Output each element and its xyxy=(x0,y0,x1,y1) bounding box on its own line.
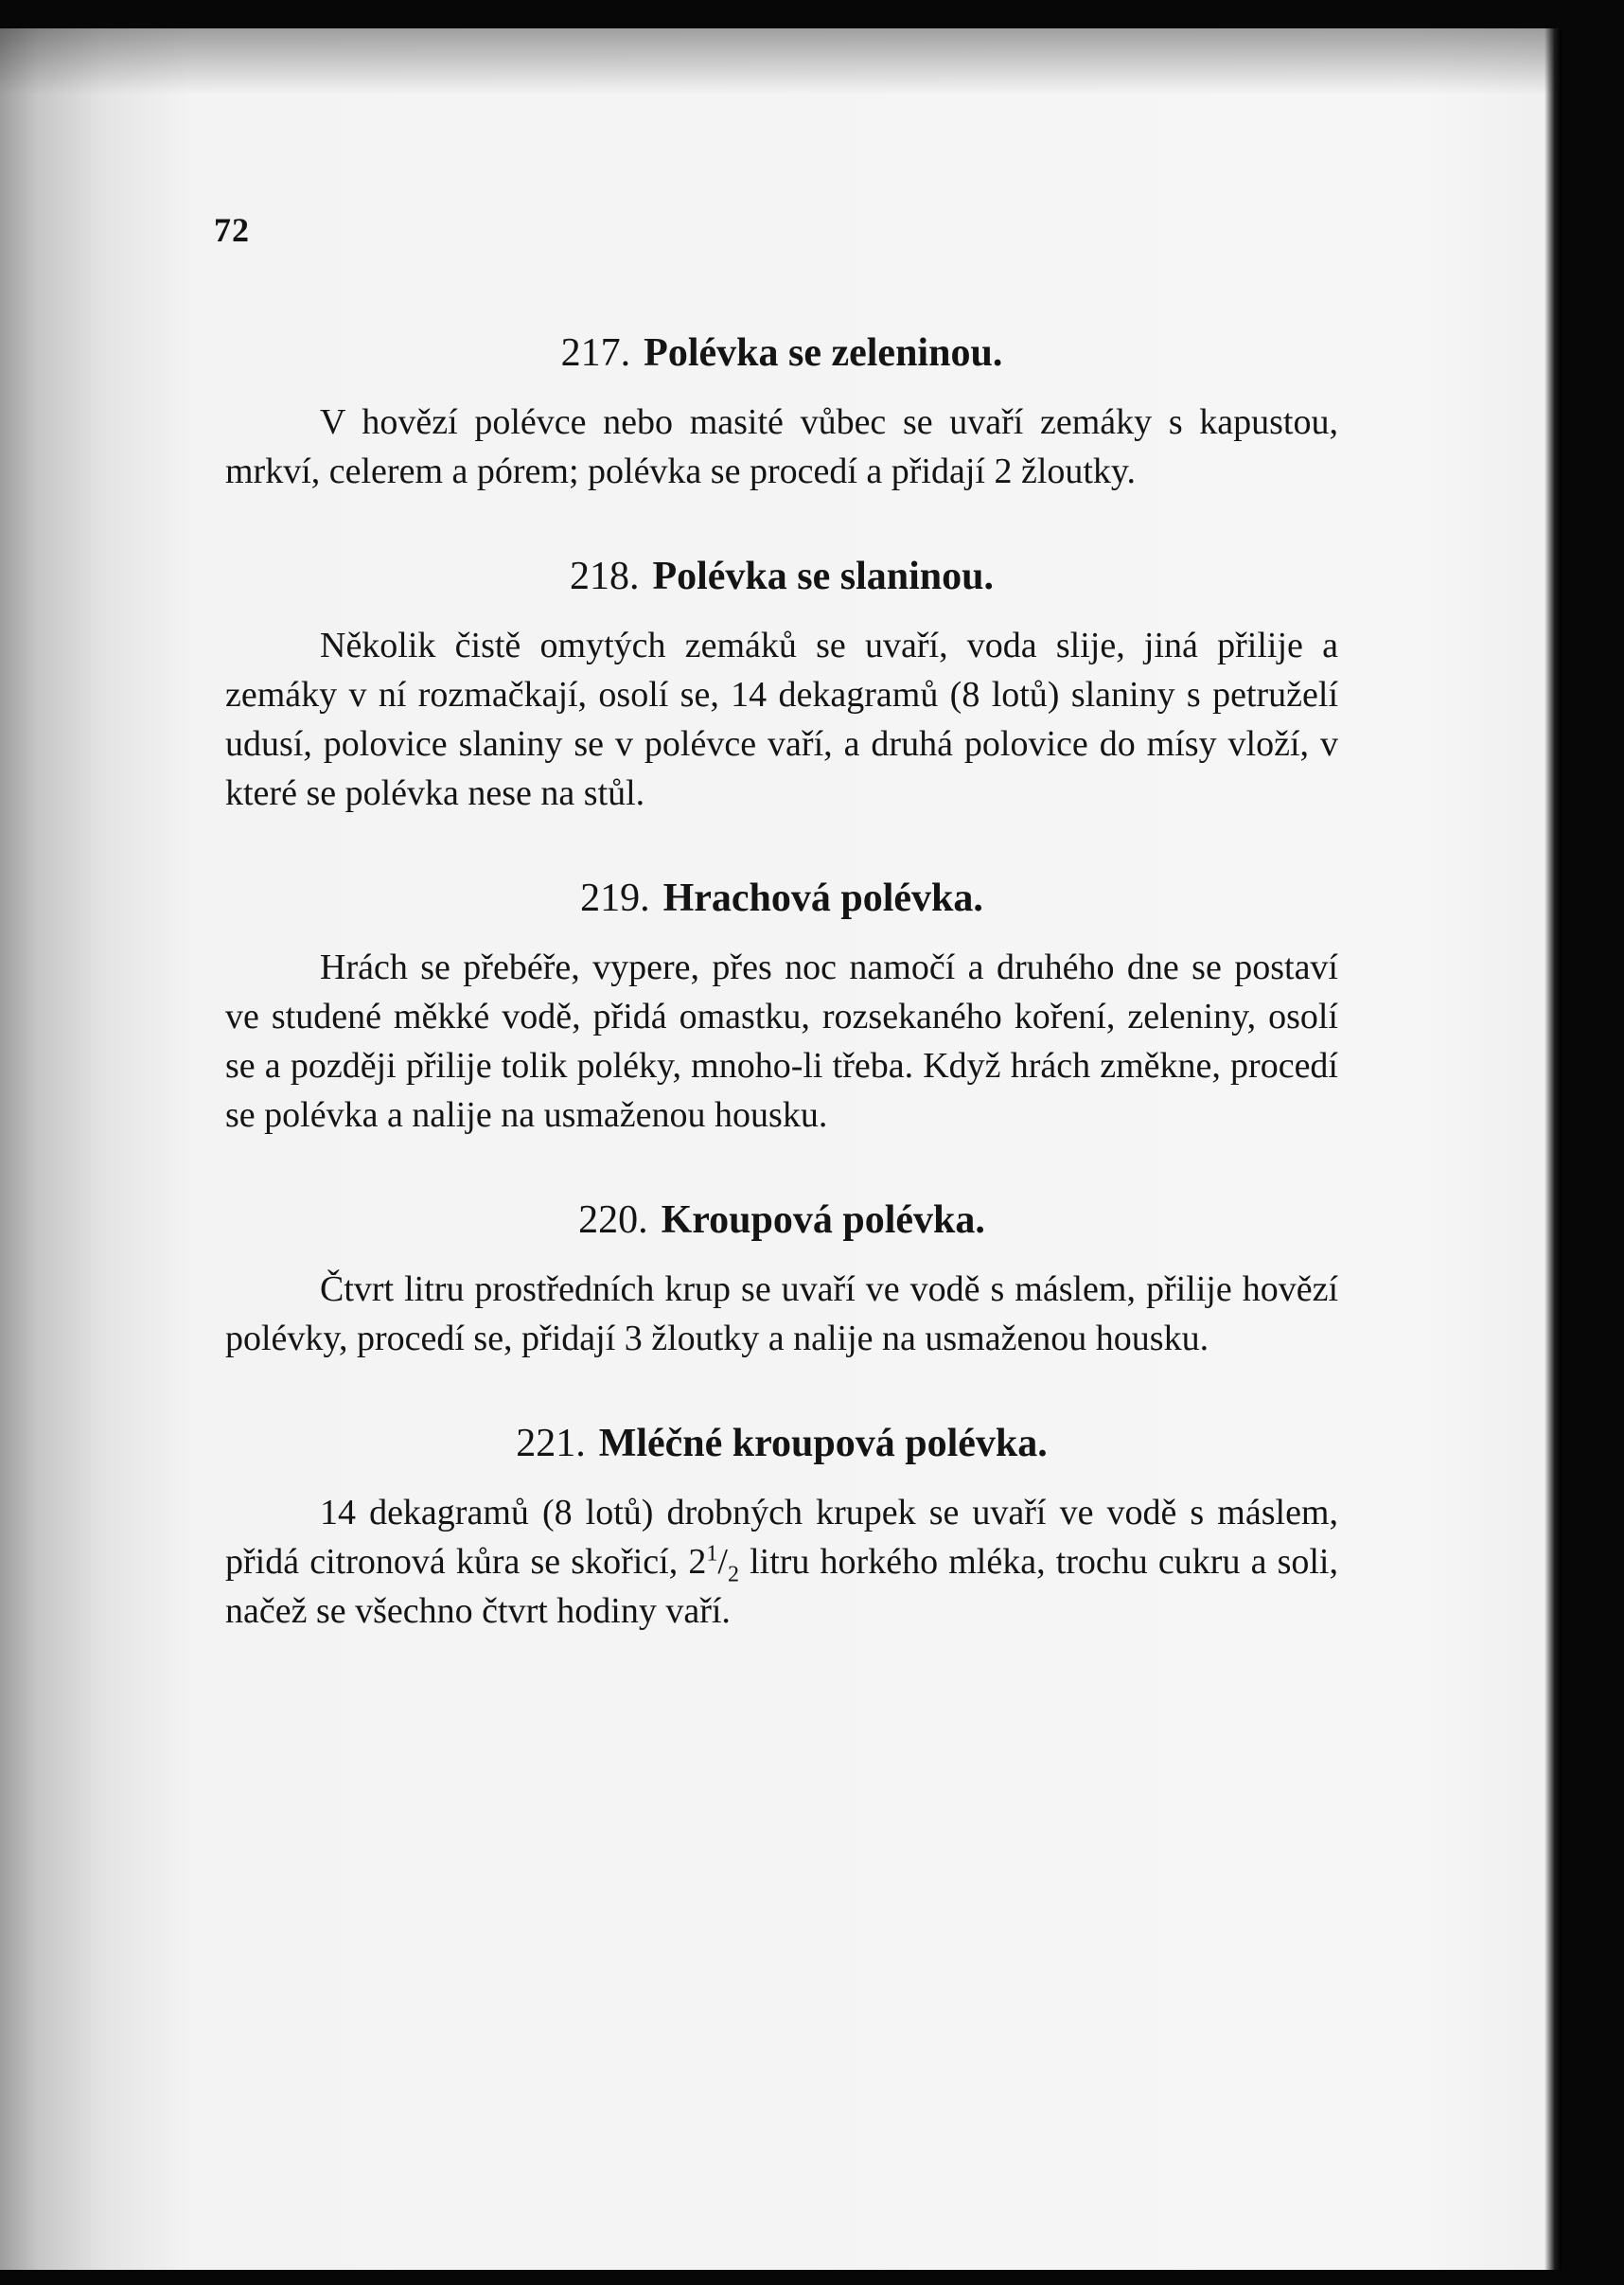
recipe-text-start: 14 dekagramů (8 lotů) drobných krupek se uvaří ve vodě s máslem, přidá citronová kůra se skořicí, 2 xyxy=(225,1493,1338,1582)
page-edge-shadow xyxy=(1545,28,1562,2270)
recipe-218 xyxy=(225,553,1338,818)
recipe-title: Kroupová polévka. xyxy=(661,1198,985,1242)
recipe-219 xyxy=(225,875,1338,1140)
recipe-title: Hrachová polévka. xyxy=(662,877,983,920)
recipe-text: Několik čistě omytých zemáků se uvaří, voda slije, jiná přilije a zemáky v ní rozmačkají, osolí se, 14 dekagramů (8 lotů) slaniny s petruželí udusí, polovice slaniny se v polévce vaří, a druhá polovice do mísy vloží, v které se polévka nese na stůl. xyxy=(225,626,1338,813)
recipe-number: 219. xyxy=(580,877,650,920)
recipe-heading xyxy=(225,1420,1338,1467)
page-number: 72 xyxy=(214,211,250,249)
fraction-slash: / xyxy=(717,1542,728,1582)
recipe-text: V hovězí polévce nebo masité vůbec se uvaří zemáky s kapustou, mrkví, celerem a pórem; polévka se procedí a přidají 2 žloutky. xyxy=(225,402,1338,491)
recipe-number: 221. xyxy=(516,1422,586,1465)
page-content xyxy=(225,329,1338,1692)
recipe-heading xyxy=(225,329,1338,377)
recipe-text: Čtvrt litru prostředních krup se uvaří ve vodě s máslem, přilije hovězí polévky, procedí se, přidají 3 žloutky a nalije na usmaženou housku. xyxy=(225,1269,1338,1358)
recipe-number: 217. xyxy=(560,331,631,375)
recipe-220 xyxy=(225,1196,1338,1363)
recipe-title: Mléčné kroupová polévka. xyxy=(598,1422,1048,1465)
recipe-number: 220. xyxy=(578,1198,648,1242)
recipe-number: 218. xyxy=(569,555,640,598)
recipe-title: Polévka se slaninou. xyxy=(652,555,995,598)
recipe-text: Hrách se přebéře, vypere, přes noc namočí a druhého dne se postaví ve studené měkké vodě, přidá omastku, rozsekaného koření, zeleniny, osolí se a později přilije tolik poléky, mnoho-li třeba. Když hrách změkne, procedí se polévka a nalije na usmaženou housku. xyxy=(225,948,1338,1135)
recipe-heading xyxy=(225,553,1338,600)
recipe-heading xyxy=(225,1196,1338,1244)
recipe-heading xyxy=(225,875,1338,922)
fraction-numerator: 1 xyxy=(706,1541,718,1567)
book-page xyxy=(0,28,1562,2270)
recipe-text xyxy=(225,1488,1338,1636)
recipe-217 xyxy=(225,329,1338,496)
fraction-denominator: 2 xyxy=(727,1562,739,1587)
recipe-title: Polévka se zeleninou. xyxy=(644,331,1003,375)
recipe-text-end: litru horkého mléka, trochu cukru a soli, načež se všechno čtvrt hodiny vaří. xyxy=(225,1542,1338,1631)
recipe-221 xyxy=(225,1420,1338,1636)
